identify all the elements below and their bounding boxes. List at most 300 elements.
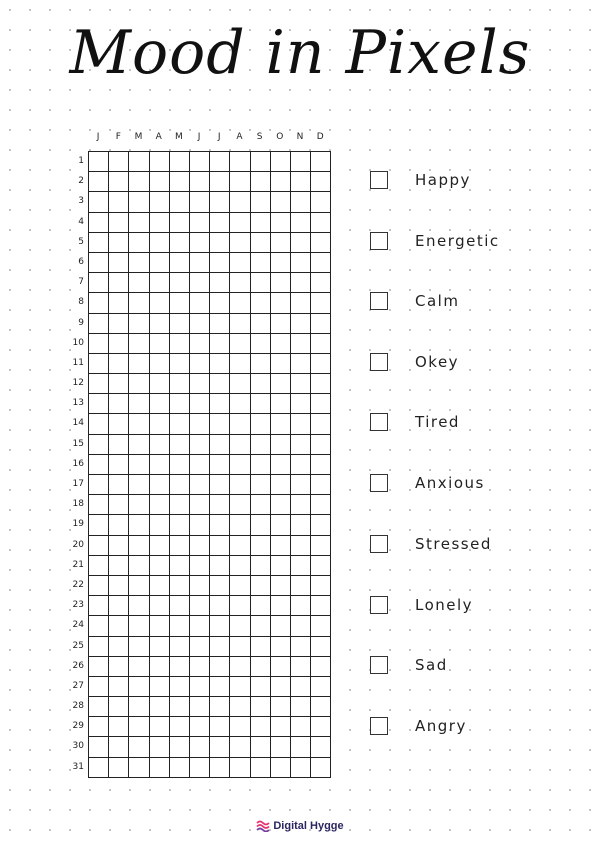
pixel-cell[interactable]: [190, 233, 210, 253]
pixel-cell[interactable]: [271, 293, 291, 313]
pixel-cell[interactable]: [251, 637, 271, 657]
pixel-cell[interactable]: [230, 334, 250, 354]
pixel-cell[interactable]: [210, 677, 230, 697]
pixel-cell[interactable]: [150, 293, 170, 313]
pixel-cell[interactable]: [170, 515, 190, 535]
pixel-cell[interactable]: [190, 536, 210, 556]
pixel-cell[interactable]: [271, 172, 291, 192]
pixel-cell[interactable]: [170, 596, 190, 616]
pixel-cell[interactable]: [291, 536, 311, 556]
pixel-cell[interactable]: [109, 657, 129, 677]
pixel-cell[interactable]: [89, 758, 109, 778]
pixel-cell[interactable]: [230, 737, 250, 757]
pixel-cell[interactable]: [311, 414, 331, 434]
pixel-cell[interactable]: [210, 192, 230, 212]
pixel-cell[interactable]: [291, 495, 311, 515]
pixel-cell[interactable]: [190, 737, 210, 757]
pixel-cell[interactable]: [311, 616, 331, 636]
mood-color-box[interactable]: [370, 474, 388, 492]
pixel-cell[interactable]: [190, 293, 210, 313]
pixel-cell[interactable]: [251, 576, 271, 596]
pixel-cell[interactable]: [210, 152, 230, 172]
pixel-cell[interactable]: [271, 536, 291, 556]
pixel-cell[interactable]: [150, 414, 170, 434]
pixel-cell[interactable]: [109, 293, 129, 313]
pixel-cell[interactable]: [129, 293, 149, 313]
pixel-cell[interactable]: [210, 435, 230, 455]
pixel-cell[interactable]: [150, 758, 170, 778]
pixel-cell[interactable]: [251, 657, 271, 677]
pixel-cell[interactable]: [251, 394, 271, 414]
pixel-cell[interactable]: [190, 576, 210, 596]
pixel-cell[interactable]: [109, 374, 129, 394]
pixel-cell[interactable]: [150, 596, 170, 616]
pixel-cell[interactable]: [311, 334, 331, 354]
pixel-cell[interactable]: [271, 616, 291, 636]
pixel-cell[interactable]: [291, 475, 311, 495]
pixel-cell[interactable]: [170, 253, 190, 273]
pixel-cell[interactable]: [109, 536, 129, 556]
pixel-cell[interactable]: [129, 455, 149, 475]
pixel-cell[interactable]: [230, 213, 250, 233]
pixel-cell[interactable]: [190, 253, 210, 273]
pixel-cell[interactable]: [170, 354, 190, 374]
pixel-cell[interactable]: [109, 213, 129, 233]
pixel-cell[interactable]: [251, 233, 271, 253]
pixel-cell[interactable]: [170, 717, 190, 737]
pixel-cell[interactable]: [210, 394, 230, 414]
pixel-cell[interactable]: [129, 737, 149, 757]
pixel-cell[interactable]: [150, 233, 170, 253]
pixel-cell[interactable]: [311, 737, 331, 757]
pixel-cell[interactable]: [89, 515, 109, 535]
pixel-cell[interactable]: [129, 152, 149, 172]
pixel-cell[interactable]: [230, 455, 250, 475]
pixel-cell[interactable]: [129, 596, 149, 616]
pixel-cell[interactable]: [190, 616, 210, 636]
pixel-cell[interactable]: [251, 455, 271, 475]
pixel-cell[interactable]: [129, 334, 149, 354]
pixel-cell[interactable]: [190, 273, 210, 293]
pixel-cell[interactable]: [311, 677, 331, 697]
pixel-cell[interactable]: [89, 475, 109, 495]
pixel-cell[interactable]: [311, 697, 331, 717]
pixel-cell[interactable]: [129, 354, 149, 374]
pixel-cell[interactable]: [89, 697, 109, 717]
pixel-cell[interactable]: [129, 253, 149, 273]
pixel-cell[interactable]: [89, 334, 109, 354]
pixel-cell[interactable]: [89, 495, 109, 515]
pixel-cell[interactable]: [210, 374, 230, 394]
pixel-cell[interactable]: [170, 536, 190, 556]
pixel-cell[interactable]: [311, 172, 331, 192]
pixel-cell[interactable]: [251, 515, 271, 535]
pixel-cell[interactable]: [271, 273, 291, 293]
pixel-cell[interactable]: [109, 637, 129, 657]
pixel-cell[interactable]: [89, 394, 109, 414]
pixel-cell[interactable]: [291, 273, 311, 293]
pixel-cell[interactable]: [150, 394, 170, 414]
pixel-cell[interactable]: [129, 192, 149, 212]
pixel-cell[interactable]: [271, 596, 291, 616]
pixel-cell[interactable]: [150, 455, 170, 475]
pixel-cell[interactable]: [89, 677, 109, 697]
pixel-cell[interactable]: [251, 192, 271, 212]
pixel-cell[interactable]: [170, 697, 190, 717]
pixel-cell[interactable]: [210, 616, 230, 636]
pixel-cell[interactable]: [150, 697, 170, 717]
pixel-cell[interactable]: [129, 414, 149, 434]
pixel-cell[interactable]: [251, 152, 271, 172]
pixel-cell[interactable]: [210, 314, 230, 334]
pixel-cell[interactable]: [271, 354, 291, 374]
pixel-cell[interactable]: [311, 536, 331, 556]
pixel-cell[interactable]: [129, 616, 149, 636]
pixel-cell[interactable]: [190, 455, 210, 475]
pixel-cell[interactable]: [230, 536, 250, 556]
pixel-cell[interactable]: [230, 273, 250, 293]
pixel-cell[interactable]: [150, 213, 170, 233]
pixel-cell[interactable]: [89, 152, 109, 172]
pixel-cell[interactable]: [251, 758, 271, 778]
pixel-cell[interactable]: [190, 172, 210, 192]
pixel-cell[interactable]: [150, 152, 170, 172]
pixel-cell[interactable]: [230, 354, 250, 374]
pixel-cell[interactable]: [190, 192, 210, 212]
pixel-cell[interactable]: [190, 374, 210, 394]
pixel-cell[interactable]: [89, 314, 109, 334]
pixel-cell[interactable]: [89, 717, 109, 737]
pixel-cell[interactable]: [190, 152, 210, 172]
pixel-cell[interactable]: [291, 233, 311, 253]
pixel-cell[interactable]: [291, 394, 311, 414]
pixel-cell[interactable]: [190, 314, 210, 334]
pixel-cell[interactable]: [271, 475, 291, 495]
pixel-cell[interactable]: [291, 253, 311, 273]
pixel-cell[interactable]: [251, 677, 271, 697]
pixel-cell[interactable]: [291, 435, 311, 455]
pixel-cell[interactable]: [109, 414, 129, 434]
pixel-cell[interactable]: [230, 172, 250, 192]
pixel-cell[interactable]: [170, 616, 190, 636]
pixel-cell[interactable]: [170, 152, 190, 172]
pixel-cell[interactable]: [210, 657, 230, 677]
pixel-cell[interactable]: [271, 394, 291, 414]
pixel-cell[interactable]: [311, 152, 331, 172]
pixel-cell[interactable]: [230, 697, 250, 717]
pixel-cell[interactable]: [210, 495, 230, 515]
pixel-cell[interactable]: [210, 596, 230, 616]
pixel-cell[interactable]: [251, 213, 271, 233]
pixel-cell[interactable]: [271, 758, 291, 778]
pixel-cell[interactable]: [109, 455, 129, 475]
pixel-cell[interactable]: [190, 354, 210, 374]
pixel-cell[interactable]: [311, 495, 331, 515]
pixel-cell[interactable]: [190, 475, 210, 495]
pixel-cell[interactable]: [89, 414, 109, 434]
pixel-cell[interactable]: [251, 334, 271, 354]
pixel-cell[interactable]: [251, 495, 271, 515]
pixel-cell[interactable]: [170, 374, 190, 394]
pixel-cell[interactable]: [129, 213, 149, 233]
pixel-cell[interactable]: [129, 717, 149, 737]
pixel-cell[interactable]: [150, 172, 170, 192]
pixel-cell[interactable]: [271, 697, 291, 717]
pixel-cell[interactable]: [109, 435, 129, 455]
pixel-cell[interactable]: [311, 394, 331, 414]
pixel-cell[interactable]: [311, 637, 331, 657]
pixel-cell[interactable]: [311, 435, 331, 455]
pixel-cell[interactable]: [170, 677, 190, 697]
pixel-cell[interactable]: [230, 192, 250, 212]
pixel-cell[interactable]: [109, 354, 129, 374]
pixel-cell[interactable]: [109, 717, 129, 737]
pixel-cell[interactable]: [271, 657, 291, 677]
pixel-cell[interactable]: [150, 717, 170, 737]
pixel-cell[interactable]: [210, 536, 230, 556]
pixel-cell[interactable]: [170, 576, 190, 596]
pixel-cell[interactable]: [150, 435, 170, 455]
pixel-cell[interactable]: [190, 394, 210, 414]
pixel-cell[interactable]: [170, 495, 190, 515]
pixel-cell[interactable]: [230, 253, 250, 273]
pixel-cell[interactable]: [271, 152, 291, 172]
pixel-cell[interactable]: [271, 515, 291, 535]
pixel-cell[interactable]: [150, 657, 170, 677]
pixel-cell[interactable]: [190, 414, 210, 434]
pixel-cell[interactable]: [311, 293, 331, 313]
pixel-cell[interactable]: [89, 233, 109, 253]
pixel-cell[interactable]: [251, 536, 271, 556]
pixel-cell[interactable]: [271, 556, 291, 576]
pixel-cell[interactable]: [291, 314, 311, 334]
pixel-cell[interactable]: [311, 192, 331, 212]
pixel-cell[interactable]: [89, 737, 109, 757]
pixel-cell[interactable]: [170, 455, 190, 475]
pixel-cell[interactable]: [150, 536, 170, 556]
pixel-cell[interactable]: [291, 414, 311, 434]
pixel-cell[interactable]: [129, 314, 149, 334]
pixel-cell[interactable]: [190, 697, 210, 717]
pixel-cell[interactable]: [230, 596, 250, 616]
pixel-cell[interactable]: [311, 515, 331, 535]
pixel-cell[interactable]: [210, 273, 230, 293]
pixel-cell[interactable]: [129, 172, 149, 192]
pixel-cell[interactable]: [170, 293, 190, 313]
pixel-cell[interactable]: [129, 657, 149, 677]
pixel-cell[interactable]: [271, 717, 291, 737]
pixel-cell[interactable]: [190, 657, 210, 677]
pixel-cell[interactable]: [210, 233, 230, 253]
pixel-cell[interactable]: [291, 192, 311, 212]
pixel-cell[interactable]: [89, 536, 109, 556]
pixel-cell[interactable]: [109, 192, 129, 212]
pixel-cell[interactable]: [150, 273, 170, 293]
pixel-cell[interactable]: [251, 374, 271, 394]
pixel-cell[interactable]: [230, 293, 250, 313]
pixel-cell[interactable]: [170, 657, 190, 677]
pixel-cell[interactable]: [170, 475, 190, 495]
pixel-cell[interactable]: [109, 233, 129, 253]
pixel-cell[interactable]: [271, 677, 291, 697]
pixel-cell[interactable]: [311, 576, 331, 596]
pixel-cell[interactable]: [170, 172, 190, 192]
pixel-cell[interactable]: [129, 556, 149, 576]
pixel-cell[interactable]: [109, 677, 129, 697]
pixel-cell[interactable]: [109, 334, 129, 354]
pixel-cell[interactable]: [271, 233, 291, 253]
pixel-cell[interactable]: [291, 737, 311, 757]
pixel-cell[interactable]: [109, 475, 129, 495]
pixel-cell[interactable]: [129, 637, 149, 657]
pixel-cell[interactable]: [230, 374, 250, 394]
pixel-cell[interactable]: [230, 616, 250, 636]
pixel-cell[interactable]: [170, 758, 190, 778]
pixel-cell[interactable]: [271, 253, 291, 273]
pixel-cell[interactable]: [210, 334, 230, 354]
pixel-cell[interactable]: [230, 556, 250, 576]
pixel-cell[interactable]: [251, 314, 271, 334]
pixel-cell[interactable]: [291, 172, 311, 192]
pixel-cell[interactable]: [311, 657, 331, 677]
pixel-cell[interactable]: [190, 677, 210, 697]
pixel-cell[interactable]: [251, 556, 271, 576]
pixel-cell[interactable]: [210, 737, 230, 757]
pixel-cell[interactable]: [251, 717, 271, 737]
mood-color-box[interactable]: [370, 292, 388, 310]
pixel-cell[interactable]: [129, 495, 149, 515]
pixel-cell[interactable]: [230, 435, 250, 455]
pixel-cell[interactable]: [230, 495, 250, 515]
pixel-cell[interactable]: [129, 576, 149, 596]
pixel-cell[interactable]: [271, 414, 291, 434]
pixel-cell[interactable]: [291, 515, 311, 535]
pixel-cell[interactable]: [230, 152, 250, 172]
pixel-cell[interactable]: [150, 556, 170, 576]
pixel-cell[interactable]: [311, 213, 331, 233]
pixel-cell[interactable]: [311, 374, 331, 394]
pixel-cell[interactable]: [230, 637, 250, 657]
pixel-cell[interactable]: [190, 334, 210, 354]
pixel-cell[interactable]: [210, 213, 230, 233]
pixel-cell[interactable]: [210, 697, 230, 717]
pixel-cell[interactable]: [109, 152, 129, 172]
pixel-cell[interactable]: [129, 515, 149, 535]
pixel-cell[interactable]: [271, 334, 291, 354]
mood-color-box[interactable]: [370, 171, 388, 189]
pixel-cell[interactable]: [311, 273, 331, 293]
pixel-cell[interactable]: [190, 717, 210, 737]
pixel-cell[interactable]: [89, 192, 109, 212]
pixel-cell[interactable]: [150, 334, 170, 354]
pixel-cell[interactable]: [89, 657, 109, 677]
mood-color-box[interactable]: [370, 413, 388, 431]
pixel-cell[interactable]: [210, 637, 230, 657]
pixel-cell[interactable]: [109, 253, 129, 273]
pixel-cell[interactable]: [89, 435, 109, 455]
pixel-cell[interactable]: [230, 414, 250, 434]
pixel-cell[interactable]: [311, 596, 331, 616]
pixel-cell[interactable]: [210, 475, 230, 495]
pixel-cell[interactable]: [109, 758, 129, 778]
pixel-cell[interactable]: [251, 697, 271, 717]
pixel-cell[interactable]: [291, 213, 311, 233]
pixel-cell[interactable]: [190, 495, 210, 515]
pixel-cell[interactable]: [291, 657, 311, 677]
mood-color-box[interactable]: [370, 535, 388, 553]
pixel-cell[interactable]: [210, 576, 230, 596]
pixel-cell[interactable]: [150, 677, 170, 697]
pixel-cell[interactable]: [109, 314, 129, 334]
pixel-cell[interactable]: [291, 576, 311, 596]
pixel-cell[interactable]: [89, 576, 109, 596]
pixel-cell[interactable]: [251, 616, 271, 636]
pixel-cell[interactable]: [311, 354, 331, 374]
pixel-cell[interactable]: [251, 172, 271, 192]
pixel-cell[interactable]: [210, 556, 230, 576]
pixel-cell[interactable]: [109, 576, 129, 596]
pixel-cell[interactable]: [210, 414, 230, 434]
pixel-cell[interactable]: [230, 314, 250, 334]
pixel-cell[interactable]: [170, 334, 190, 354]
pixel-cell[interactable]: [89, 616, 109, 636]
pixel-cell[interactable]: [150, 737, 170, 757]
pixel-cell[interactable]: [291, 717, 311, 737]
pixel-cell[interactable]: [210, 253, 230, 273]
pixel-cell[interactable]: [210, 455, 230, 475]
pixel-cell[interactable]: [190, 213, 210, 233]
pixel-cell[interactable]: [190, 556, 210, 576]
pixel-cell[interactable]: [150, 495, 170, 515]
pixel-cell[interactable]: [271, 314, 291, 334]
pixel-cell[interactable]: [150, 616, 170, 636]
pixel-cell[interactable]: [271, 374, 291, 394]
pixel-cell[interactable]: [170, 233, 190, 253]
pixel-cell[interactable]: [311, 455, 331, 475]
pixel-cell[interactable]: [271, 737, 291, 757]
pixel-cell[interactable]: [291, 556, 311, 576]
pixel-cell[interactable]: [170, 435, 190, 455]
pixel-cell[interactable]: [210, 758, 230, 778]
pixel-cell[interactable]: [190, 637, 210, 657]
pixel-cell[interactable]: [190, 515, 210, 535]
pixel-cell[interactable]: [271, 192, 291, 212]
pixel-cell[interactable]: [210, 515, 230, 535]
pixel-cell[interactable]: [89, 172, 109, 192]
pixel-cell[interactable]: [109, 172, 129, 192]
pixel-cell[interactable]: [311, 233, 331, 253]
mood-color-box[interactable]: [370, 232, 388, 250]
pixel-cell[interactable]: [150, 576, 170, 596]
pixel-cell[interactable]: [271, 576, 291, 596]
pixel-cell[interactable]: [129, 677, 149, 697]
pixel-cell[interactable]: [170, 273, 190, 293]
pixel-cell[interactable]: [129, 697, 149, 717]
pixel-cell[interactable]: [150, 475, 170, 495]
pixel-cell[interactable]: [291, 616, 311, 636]
pixel-cell[interactable]: [230, 233, 250, 253]
pixel-cell[interactable]: [190, 596, 210, 616]
pixel-cell[interactable]: [291, 596, 311, 616]
pixel-cell[interactable]: [190, 758, 210, 778]
pixel-cell[interactable]: [251, 737, 271, 757]
pixel-cell[interactable]: [251, 435, 271, 455]
pixel-cell[interactable]: [291, 293, 311, 313]
pixel-cell[interactable]: [150, 354, 170, 374]
pixel-cell[interactable]: [251, 414, 271, 434]
pixel-cell[interactable]: [291, 152, 311, 172]
pixel-cell[interactable]: [271, 495, 291, 515]
